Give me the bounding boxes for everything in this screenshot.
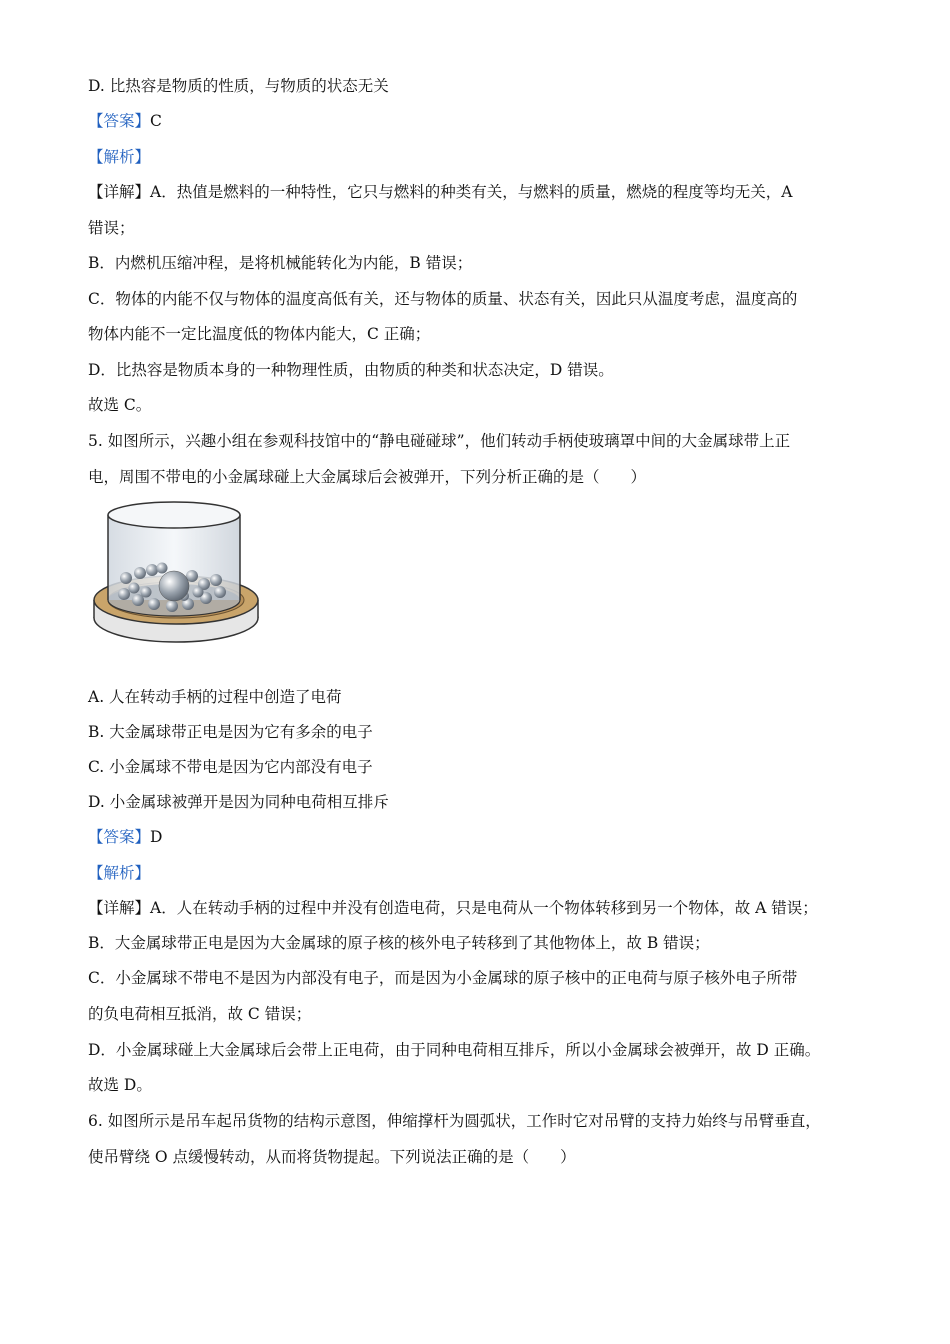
q4-option-d: D. 比热容是物质的性质，与物质的状态无关 bbox=[88, 77, 389, 95]
q4-detail-a: 【详解】A．热值是燃料的一种特性，它只与燃料的种类有关，与燃料的质量，燃烧的程度等均无关，A bbox=[88, 183, 793, 201]
electrostatic-balls-figure bbox=[88, 500, 268, 648]
q4-detail-c-cont: 物体内能不一定比温度低的物体内能大，C 正确； bbox=[88, 325, 431, 343]
q4-analysis-tag: 【解析】 bbox=[88, 148, 151, 166]
q5-stem: 5. 如图所示，兴趣小组在参观科技馆中的“静电碰碰球”，他们转动手柄使玻璃罩中间的大金属球带上正 bbox=[88, 432, 791, 450]
q4-conclusion: 故选 C。 bbox=[88, 396, 152, 414]
answer-tag: 【答案】 bbox=[88, 112, 151, 130]
q4-detail-c: C．物体的内能不仅与物体的温度高低有关，还与物体的质量、状态有关，因此只从温度考虑，温度高的 bbox=[88, 290, 798, 308]
q5-conclusion: 故选 D。 bbox=[88, 1076, 152, 1094]
answer-tag: 【答案】 bbox=[88, 828, 151, 846]
q5-analysis-tag: 【解析】 bbox=[88, 864, 151, 882]
q5-answer: 【答案】D bbox=[88, 828, 163, 846]
q5-detail-b: B．大金属球带正电是因为大金属球的原子核的核外电子转移到了其他物体上，故 B 错误； bbox=[88, 934, 710, 952]
q5-stem-cont: 电，周围不带电的小金属球碰上大金属球后会被弹开，下列分析正确的是（ ） bbox=[88, 468, 647, 486]
q6-stem: 6. 如图所示是吊车起吊货物的结构示意图，伸缩撑杆为圆弧状，工作时它对吊臂的支持力始终与吊臂垂直， bbox=[88, 1112, 821, 1130]
q5-detail-a: 【详解】A．人在转动手柄的过程中并没有创造电荷，只是电荷从一个物体转移到另一个物体，故 A 错误； bbox=[88, 899, 818, 917]
q4-detail-a-cont: 错误； bbox=[88, 219, 135, 237]
q5-option-b: B. 大金属球带正电是因为它有多余的电子 bbox=[88, 723, 373, 741]
q5-detail-d: D．小金属球碰上大金属球后会带上正电荷，由于同种电荷相互排斥，所以小金属球会被弹开，故 D 正确。 bbox=[88, 1041, 821, 1059]
q6-stem-cont: 使吊臂绕 O 点缓慢转动，从而将货物提起。下列说法正确的是（ ） bbox=[88, 1148, 576, 1166]
q5-option-d: D. 小金属球被弹开是因为同种电荷相互排斥 bbox=[88, 793, 389, 811]
q5-option-c: C. 小金属球不带电是因为它内部没有电子 bbox=[88, 758, 373, 776]
q5-detail-c: C．小金属球不带电不是因为内部没有电子，而是因为小金属球的原子核中的正电荷与原子核外电子所带 bbox=[88, 969, 798, 987]
q4-detail-b: B．内燃机压缩冲程，是将机械能转化为内能，B 错误； bbox=[88, 254, 473, 272]
q5-detail-c-cont: 的负电荷相互抵消，故 C 错误； bbox=[88, 1005, 312, 1023]
q5-option-a: A. 人在转动手柄的过程中创造了电荷 bbox=[88, 688, 342, 706]
q4-answer: 【答案】C bbox=[88, 112, 162, 130]
q4-detail-d: D．比热容是物质本身的一种物理性质，由物质的种类和状态决定，D 错误。 bbox=[88, 361, 614, 379]
